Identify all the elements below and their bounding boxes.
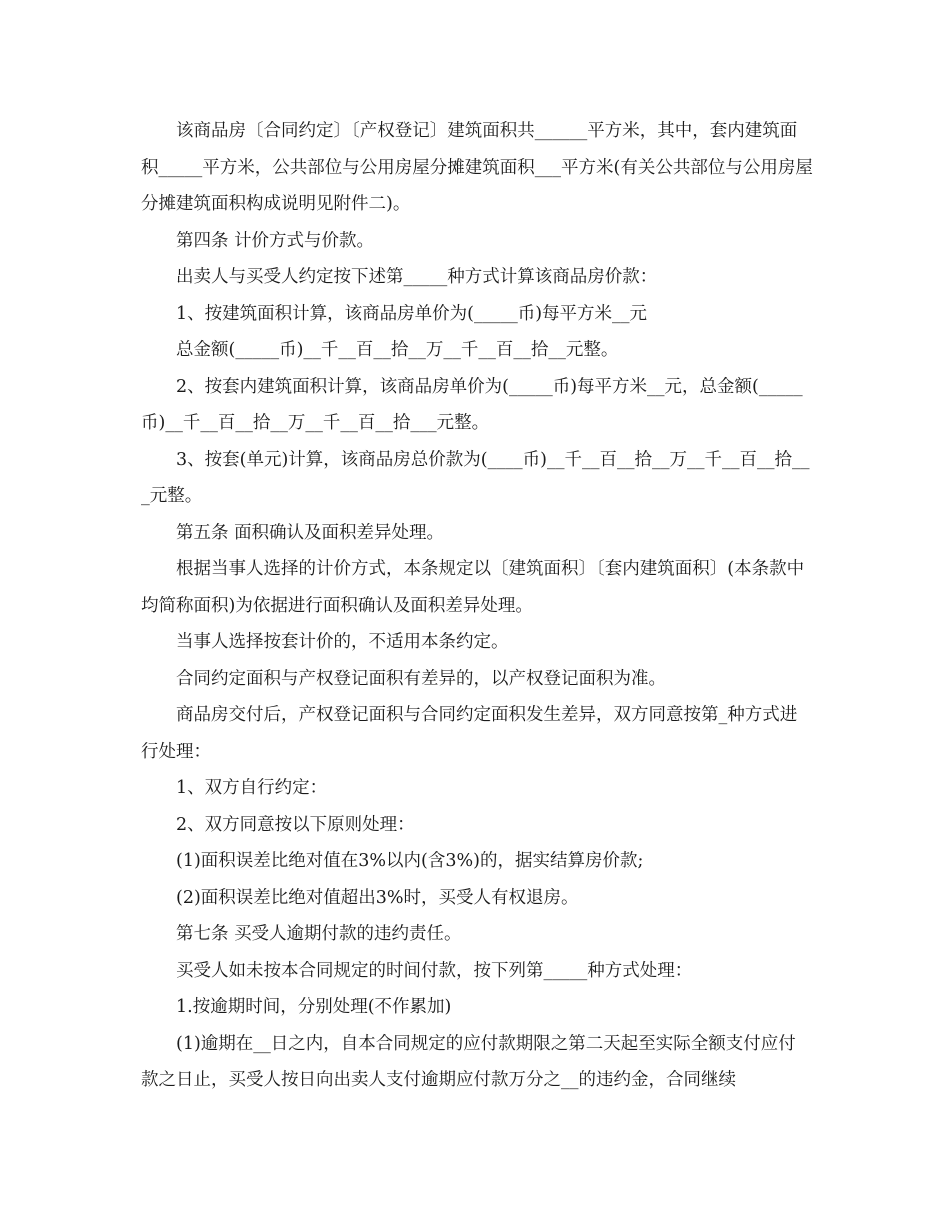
paragraph-total-amount: 总金额(_____币)__千__百__拾__万__千__百__拾__元整。	[176, 340, 619, 360]
paragraph-area-basis: 根据当事人选择的计价方式，本条规定以〔建筑面积〕〔套内建筑面积〕(本条款中均简称面积)为依据进行面积确认及面积差异处理。	[141, 559, 805, 616]
list-item-by-overdue-time: 1.按逾期时间，分别处理(不作累加)	[176, 997, 452, 1017]
paragraph-per-unit-exception: 当事人选择按套计价的，不适用本条约定。	[176, 632, 509, 652]
list-item-by-floor-area: 1、按建筑面积计算，该商品房单价为(_____币)每平方米__元	[176, 303, 648, 324]
list-item-by-interior-area: 2、按套内建筑面积计算，该商品房单价为(_____币)每平方米__元，总金额(_____币)__千__百__拾__万__千__百__拾___元整。	[141, 376, 803, 433]
list-item-mutual-agreement: 1、双方自行约定：	[176, 778, 328, 798]
paragraph-floor-area: 该商品房〔合同约定〕〔产权登记〕建筑面积共______平方米，其中，套内建筑面积_____平方米，公共部位与公用房屋分摊建筑面积___平方米(有关公共部位与公用房屋分摊建筑面积构成说明见附件二)。	[141, 121, 813, 214]
heading-article-5: 第五条 面积确认及面积差异处理。	[176, 522, 445, 543]
paragraph-late-payment: 买受人如未按本合同规定的时间付款，按下列第_____种方式处理：	[176, 960, 693, 981]
paragraph-pricing-method: 出卖人与买受人约定按下述第_____种方式计算该商品房价款：	[176, 267, 658, 287]
paragraph-area-difference: 商品房交付后，产权登记面积与合同约定面积发生差异，双方同意按第_种方式进行处理：	[141, 705, 798, 762]
paragraph-registered-area-prevails: 合同约定面积与产权登记面积有差异的，以产权登记面积为准。	[176, 668, 666, 689]
sub-item-over-3-percent: (2)面积误差比绝对值超出3%时，买受人有权退房。	[176, 887, 579, 908]
list-item-principles: 2、双方同意按以下原则处理：	[176, 814, 415, 835]
document-body	[141, 113, 813, 1099]
sub-item-within-3-percent: (1)面积误差比绝对值在3%以内(含3%)的，据实结算房价款;	[176, 851, 644, 871]
heading-article-4: 第四条 计价方式与价款。	[176, 230, 375, 251]
list-item-by-unit: 3、按套(单元)计算，该商品房总价款为(____币)__千__百__拾__万__千__百__拾___元整。	[141, 449, 810, 506]
heading-article-7: 第七条 买受人逾期付款的违约责任。	[176, 924, 462, 944]
sub-item-overdue-days: (1)逾期在__日之内，自本合同规定的应付款期限之第二天起至实际全额支付应付款之日止，买受人按日向出卖人支付逾期应付款万分之__的违约金，合同继续	[141, 1033, 796, 1090]
